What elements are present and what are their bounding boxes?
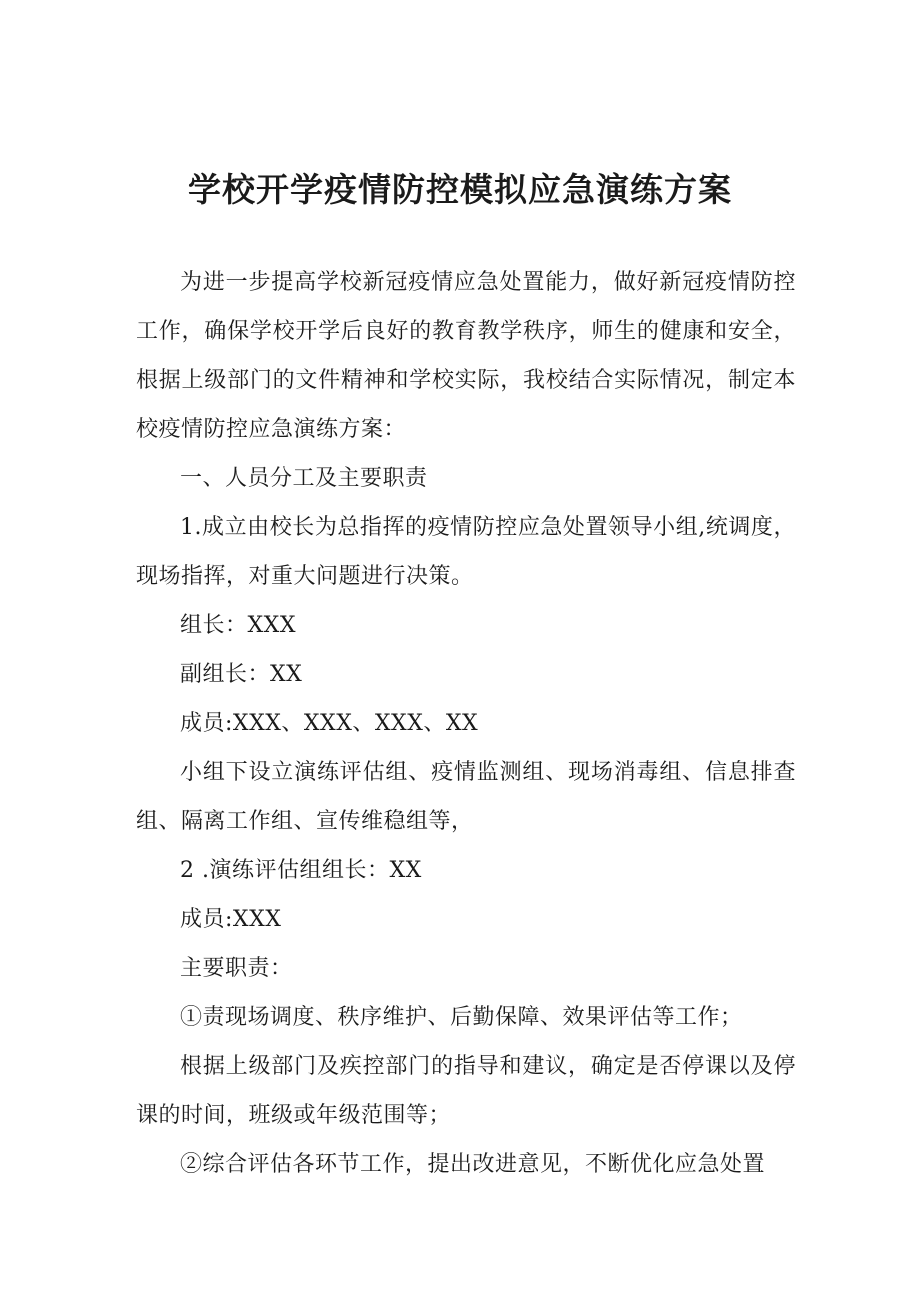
paragraph-duty-2: ②综合评估各环节工作，提出改进意见，不断优化应急处置 [180, 1152, 766, 1177]
document-body [136, 258, 796, 1189]
paragraph-intro: 为进一步提高学校新冠疫情应急处置能力，做好新冠疫情防控工作，确保学校开学后良好的教育教学秩序，师生的健康和安全，根据上级部门的文件精神和学校实际，我校结合实际情况，制定本校疫情防控应急演练方案： [136, 270, 796, 442]
section-heading-1: 一、人员分工及主要职责 [180, 466, 428, 491]
paragraph-evaluation-leader: 2 .演练评估组组长：XX [180, 858, 422, 883]
document-title: 学校开学疫情防控模拟应急演练方案 [188, 170, 732, 209]
paragraph-evaluation-members: 成员:XXX [180, 907, 282, 932]
paragraph-main-duties: 主要职责： [180, 956, 293, 981]
paragraph-suspension: 根据上级部门及疾控部门的指导和建议，确定是否停课以及停课的时间，班级或年级范围等； [136, 1054, 796, 1128]
paragraph-duty-1: ①责现场调度、秩序维护、后勤保障、效果评估等工作； [180, 1005, 743, 1030]
paragraph-subgroups: 小组下设立演练评估组、疫情监测组、现场消毒组、信息排查组、隔离工作组、宣传维稳组等， [136, 760, 796, 834]
paragraph-leadership-group: 1.成立由校长为总指挥的疫情防控应急处置领导小组,统调度，现场指挥，对重大问题进行决策。 [136, 515, 796, 589]
paragraph-members: 成员:XXX、XXX、XXX、XX [180, 711, 479, 736]
paragraph-deputy-leader: 副组长：XX [180, 662, 303, 687]
paragraph-group-leader: 组长：XXX [180, 613, 296, 638]
